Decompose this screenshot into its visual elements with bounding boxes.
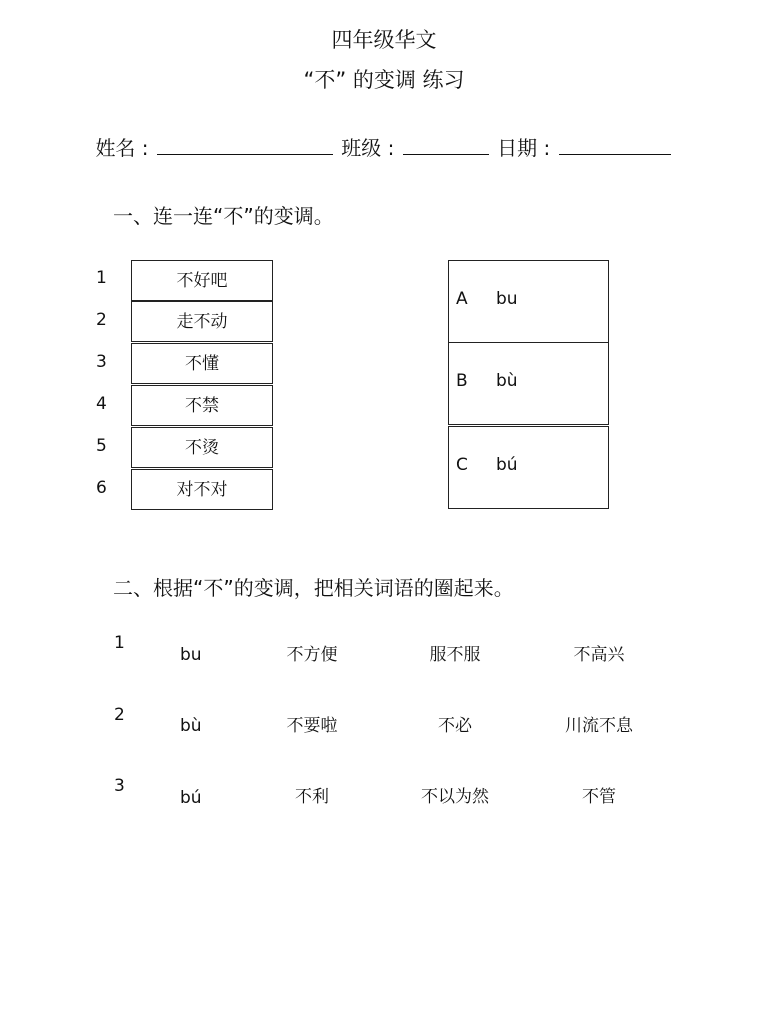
tone-letter: C [456,455,468,475]
choice-word[interactable]: 不要啦 [286,716,338,736]
worksheet-subtitle: “不” 的变调 练习 [303,68,465,92]
item-number: 5 [96,436,107,456]
tone-box-c[interactable] [448,426,609,509]
section-1-heading: 一、连一连“不”的变调。 [113,204,334,228]
choice-word[interactable]: 川流不息 [565,716,633,736]
tone-pinyin: bu [496,289,518,309]
question-tone: bu [180,645,202,665]
word-box[interactable]: 不禁 [131,385,273,426]
choice-word[interactable]: 不高兴 [573,645,625,665]
item-number: 2 [96,310,107,330]
choice-word[interactable]: 不以为然 [421,787,489,807]
item-number: 3 [96,352,107,372]
choice-word[interactable]: 服不服 [429,645,481,665]
student-info-line [0,132,768,161]
tone-box-b[interactable] [448,342,609,425]
tone-letter: B [456,371,468,391]
item-number: 6 [96,478,107,498]
question-number: 2 [114,705,125,725]
choice-word[interactable]: 不利 [295,787,329,807]
item-number: 4 [96,394,107,414]
class-label: 班级 : [341,136,395,160]
question-number: 1 [114,633,125,653]
word-box[interactable]: 走不动 [131,301,273,342]
word-box[interactable]: 不懂 [131,343,273,384]
name-label: 姓名 : [95,136,149,160]
class-blank[interactable] [403,153,489,155]
tone-box-a[interactable] [448,260,609,343]
word-box[interactable]: 对不对 [131,469,273,510]
choice-word[interactable]: 不管 [582,787,616,807]
question-tone: bú [180,788,202,808]
tone-pinyin: bù [496,371,518,391]
item-number: 1 [96,268,107,288]
date-blank[interactable] [559,153,671,155]
tone-letter: A [456,289,468,309]
section-2-heading: 二、根据“不”的变调，把相关词语的圈起来。 [113,576,514,600]
word-box[interactable]: 不好吧 [131,260,273,301]
date-label: 日期 : [497,136,551,160]
tone-pinyin: bú [496,455,518,475]
name-blank[interactable] [157,153,333,155]
question-number: 3 [114,776,125,796]
choice-word[interactable]: 不必 [438,716,472,736]
choice-word[interactable]: 不方便 [286,645,338,665]
question-tone: bù [180,716,202,736]
word-box[interactable]: 不烫 [131,427,273,468]
worksheet-title: 四年级华文 [331,28,437,52]
